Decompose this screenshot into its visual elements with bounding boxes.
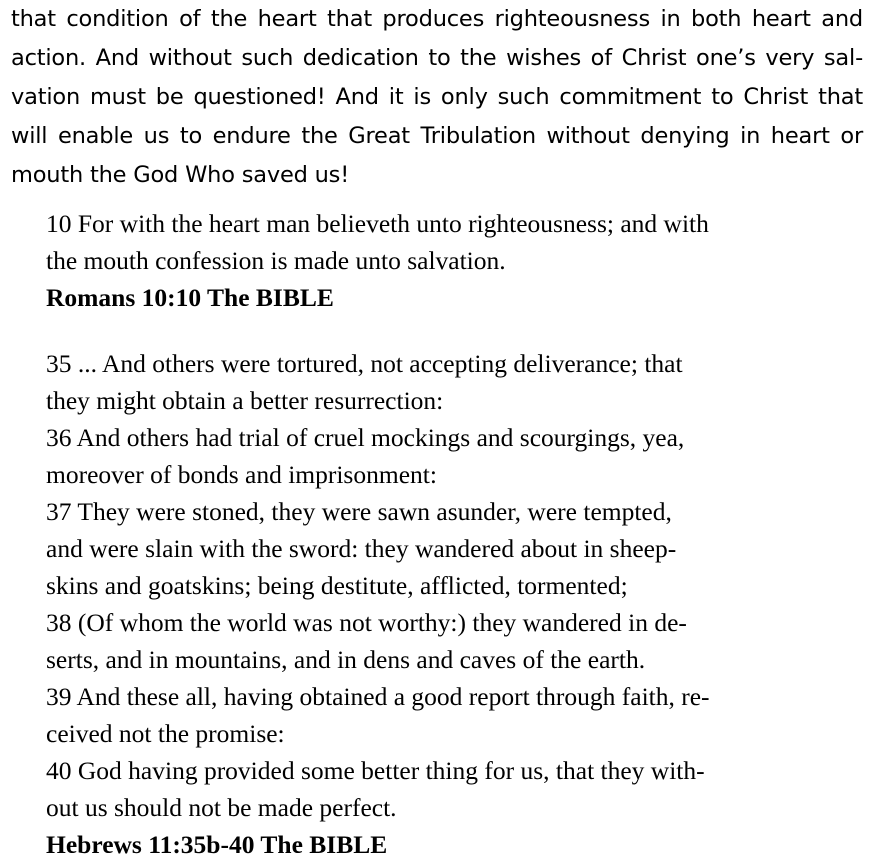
commentary-paragraph [11,0,863,195]
verse-line: 37 They were stoned, they were sawn asunder, were tempted, [46,497,672,526]
verse-line: the mouth confession is made unto salvation. [46,246,506,275]
verse-line: out us should not be made perfect. [46,793,397,822]
verse-line: 39 And these all, having obtained a good report through faith, re- [46,682,710,711]
verse-line: 38 (Of whom the world was not worthy:) they wandered in de- [46,608,687,637]
scripture-quote-romans [46,205,826,316]
verse-line: and were slain with the sword: they wandered about in sheep- [46,534,677,563]
verse-line: skins and goatskins; being destitute, afflicted, tormented; [46,571,628,600]
paragraph-line: vation must be questioned! And it is only such commitment to Christ that [11,84,863,110]
verse-line: serts, and in mountains, and in dens and caves of the earth. [46,645,646,674]
paragraph-line: mouth the God Who saved us! [11,162,350,188]
verse-line: 40 God having provided some better thing for us, that they with- [46,756,705,785]
verse-line: 36 And others had trial of cruel mockings and scourgings, yea, [46,423,685,452]
scripture-reference: Hebrews 11:35b-40 The BIBLE [46,830,388,859]
verse-line: 35 ... And others were tortured, not accepting deliverance; that [46,349,683,378]
scripture-reference: Romans 10:10 The BIBLE [46,283,334,312]
paragraph-line: that condition of the heart that produces righteousness in both heart and [11,6,863,32]
scripture-quote-hebrews [46,345,826,863]
verse-line: moreover of bonds and imprisonment: [46,460,437,489]
paragraph-line: will enable us to endure the Great Tribulation without denying in heart or [11,123,863,149]
paragraph-line: action. And without such dedication to the wishes of Christ one’s very sal- [11,45,863,71]
verse-line: 10 For with the heart man believeth unto righteousness; and with [46,209,709,238]
verse-line: ceived not the promise: [46,719,285,748]
verse-line: they might obtain a better resurrection: [46,386,444,415]
